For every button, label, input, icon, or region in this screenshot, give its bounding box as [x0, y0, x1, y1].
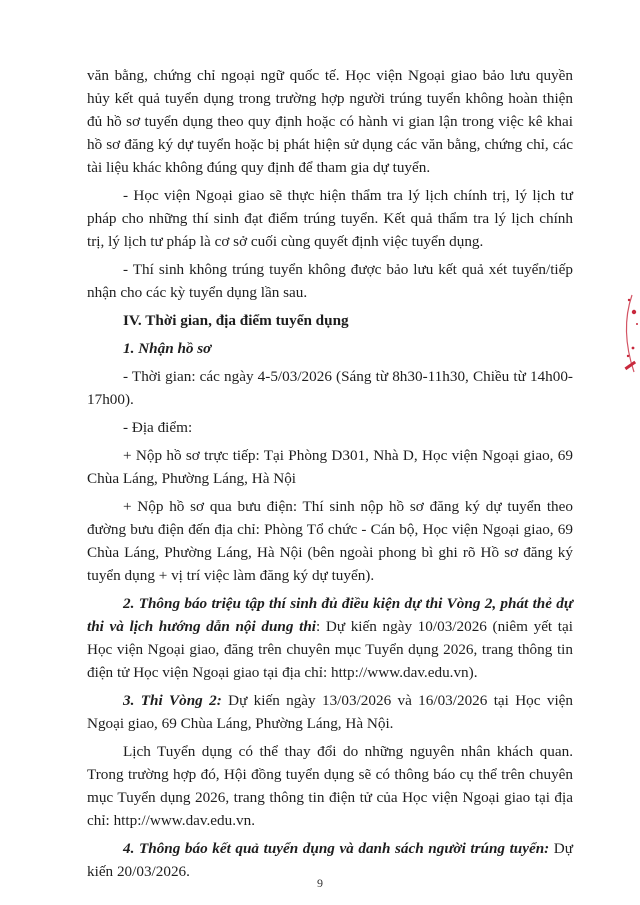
section-heading: IV. Thời gian, địa điểm tuyển dụng: [123, 312, 349, 329]
results-body: Dự kiến 20/03/2026.: [87, 840, 573, 880]
paragraph-schedule-note: Lịch Tuyển dụng có thể thay đổi do những nguyên nhân khách quan. Trong trường hợp đó, Hội đồng tuyển dụng sẽ có thông báo cụ thể trên chuyên mục Tuyển dụng 2026, trang thông tin điện tử của Học viện Ngoại giao tại địa chỉ: http://www.dav.edu.vn.: [87, 743, 573, 829]
paragraph-postal-submission: + Nộp hồ sơ qua bưu điện: Thí sinh nộp hồ sơ đăng ký dự tuyển theo đường bưu điện đến địa chỉ: Phòng Tổ chức - Cán bộ, Học viện Ngoại giao, 69 Chùa Láng, Phường Láng, Hà Nội (bên ngoài phong bì ghi rõ Hồ sơ đăng ký tuyển dụng + vị trí việc làm đăng ký dự tuyển).: [87, 498, 573, 584]
paragraph-no-reservation: - Thí sinh không trúng tuyển không được bảo lưu kết quả xét tuyển/tiếp nhận cho các kỳ tuyển dụng lần sau.: [87, 261, 573, 301]
paragraph-location-label: - Địa điểm:: [123, 419, 193, 436]
paragraph-cancellation: văn bằng, chứng chỉ ngoại ngữ quốc tế. Học viện Ngoại giao bảo lưu quyền hủy kết quả tuyển dụng trong trường hợp người trúng tuyển không hoàn thiện đủ hồ sơ tuyển dụng theo quy định hoặc có hành vi gian lận trong việc kê khai hồ sơ đăng ký dự tuyển hoặc bị phát hiện sử dụng các văn bằng, chứng chỉ, các tài liệu khác không đúng quy định để tham gia dự tuyển.: [87, 67, 573, 176]
paragraph-background-check: - Học viện Ngoại giao sẽ thực hiện thẩm tra lý lịch chính trị, lý lịch tư pháp cho những thí sinh đạt điểm trúng tuyển. Kết quả thẩm tra lý lịch chính trị, lý lịch tư pháp là cơ sở cuối cùng quyết định việc tuyển dụng.: [87, 187, 573, 250]
subsection-title-3: 3. Thi Vòng 2:: [123, 692, 222, 709]
paragraph-round2-exam: [87, 689, 573, 735]
subsection-title-4: 4. Thông báo kết quả tuyển dụng và danh sách người trúng tuyển:: [123, 840, 550, 857]
document-page: [87, 64, 573, 883]
red-stamp-mark: [612, 290, 640, 380]
paragraph-round2-notice: [87, 592, 573, 684]
paragraph-receive-time: - Thời gian: các ngày 4-5/03/2026 (Sáng từ 8h30-11h30, Chiều từ 14h00-17h00).: [87, 368, 573, 408]
round2-exam-body: Dự kiến ngày 13/03/2026 và 16/03/2026 tại Học viện Ngoại giao, 69 Chùa Láng, Phường Láng, Hà Nội.: [87, 692, 574, 732]
paragraph-direct-submission: + Nộp hồ sơ trực tiếp: Tại Phòng D301, Nhà D, Học viện Ngoại giao, 69 Chùa Láng, Phường Láng, Hà Nội: [87, 447, 573, 487]
subsection-title-2: 2. Thông báo triệu tập thí sinh đủ điều kiện dự thi Vòng 2, phát thẻ dự thi và lịch hướng dẫn nội dung thi: [87, 595, 573, 635]
round2-notice-body: : Dự kiến ngày 10/03/2026 (niêm yết tại Học viện Ngoại giao, đăng trên chuyên mục Tuyển dụng 2026, trang thông tin điện tử Học viện Ngoại giao tại địa chỉ: http://www.dav.edu.vn).: [87, 618, 573, 681]
page-number: 9: [317, 876, 323, 890]
subsection-title-1: 1. Nhận hồ sơ: [123, 340, 212, 357]
